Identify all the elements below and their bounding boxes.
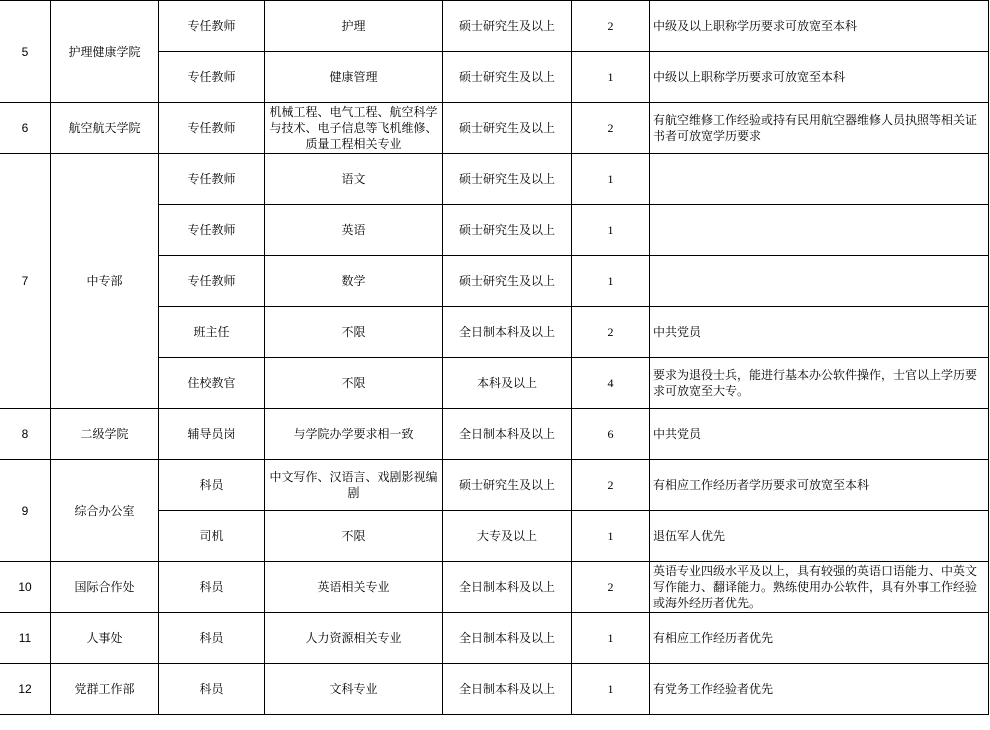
post-cell: 专任教师 [159,52,265,103]
post-cell: 科员 [159,613,265,664]
table-row [0,1,989,52]
major-cell: 英语相关专业 [265,562,443,613]
major-cell: 机械工程、电气工程、航空科学与技术、电子信息等飞机维修、质量工程相关专业 [265,103,443,154]
education-cell: 硕士研究生及以上 [443,205,572,256]
department-cell: 二级学院 [51,409,159,460]
note-cell: 有相应工作经历者学历要求可放宽至本科 [650,460,989,511]
department-cell: 综合办公室 [51,460,159,562]
note-cell: 有相应工作经历者优先 [650,613,989,664]
count-cell: 4 [572,358,650,409]
note-cell: 要求为退役士兵，能进行基本办公软件操作，士官以上学历要求可放宽至大专。 [650,358,989,409]
count-cell: 2 [572,1,650,52]
note-cell: 有党务工作经验者优先 [650,664,989,715]
count-cell: 1 [572,205,650,256]
major-cell: 中文写作、汉语言、戏剧影视编剧 [265,460,443,511]
education-cell: 全日制本科及以上 [443,409,572,460]
department-cell: 党群工作部 [51,664,159,715]
education-cell: 全日制本科及以上 [443,307,572,358]
note-cell [650,205,989,256]
major-cell: 不限 [265,358,443,409]
post-cell: 司机 [159,511,265,562]
note-cell: 中级以上职称学历要求可放宽至本科 [650,52,989,103]
major-cell: 不限 [265,307,443,358]
note-cell: 英语专业四级水平及以上，具有较强的英语口语能力、中英文写作能力、翻译能力。熟练使用办公软件，具有外事工作经验或海外经历者优先。 [650,562,989,613]
post-cell: 辅导员岗 [159,409,265,460]
major-cell: 护理 [265,1,443,52]
table-row [0,154,989,205]
note-cell: 有航空维修工作经验或持有民用航空器维修人员执照等相关证书者可放宽学历要求 [650,103,989,154]
row-number: 10 [0,562,51,613]
education-cell: 全日制本科及以上 [443,664,572,715]
education-cell: 全日制本科及以上 [443,562,572,613]
education-cell: 硕士研究生及以上 [443,52,572,103]
post-cell: 科员 [159,562,265,613]
table-row [0,613,989,664]
count-cell: 6 [572,409,650,460]
education-cell: 硕士研究生及以上 [443,460,572,511]
major-cell: 英语 [265,205,443,256]
post-cell: 班主任 [159,307,265,358]
post-cell: 专任教师 [159,1,265,52]
row-number: 11 [0,613,51,664]
education-cell: 大专及以上 [443,511,572,562]
count-cell: 2 [572,103,650,154]
major-cell: 语文 [265,154,443,205]
count-cell: 2 [572,562,650,613]
post-cell: 专任教师 [159,256,265,307]
department-cell: 中专部 [51,154,159,409]
education-cell: 硕士研究生及以上 [443,1,572,52]
department-cell: 护理健康学院 [51,1,159,103]
note-cell [650,256,989,307]
table-row [0,409,989,460]
post-cell: 住校教官 [159,358,265,409]
count-cell: 1 [572,52,650,103]
post-cell: 科员 [159,460,265,511]
row-number: 12 [0,664,51,715]
major-cell: 与学院办学要求相一致 [265,409,443,460]
major-cell: 健康管理 [265,52,443,103]
note-cell: 中共党员 [650,307,989,358]
education-cell: 本科及以上 [443,358,572,409]
count-cell: 2 [572,307,650,358]
note-cell: 退伍军人优先 [650,511,989,562]
note-cell [650,154,989,205]
department-cell: 人事处 [51,613,159,664]
count-cell: 1 [572,613,650,664]
count-cell: 2 [572,460,650,511]
post-cell: 专任教师 [159,103,265,154]
department-cell: 航空航天学院 [51,103,159,154]
major-cell: 文科专业 [265,664,443,715]
post-cell: 专任教师 [159,154,265,205]
count-cell: 1 [572,154,650,205]
table-row [0,664,989,715]
education-cell: 全日制本科及以上 [443,613,572,664]
row-number: 6 [0,103,51,154]
post-cell: 科员 [159,664,265,715]
major-cell: 数学 [265,256,443,307]
education-cell: 硕士研究生及以上 [443,256,572,307]
row-number: 5 [0,1,51,103]
department-cell: 国际合作处 [51,562,159,613]
note-cell: 中共党员 [650,409,989,460]
table-row [0,103,989,154]
row-number: 7 [0,154,51,409]
education-cell: 硕士研究生及以上 [443,154,572,205]
count-cell: 1 [572,256,650,307]
table-row [0,460,989,511]
table-row [0,562,989,613]
major-cell: 人力资源相关专业 [265,613,443,664]
note-cell: 中级及以上职称学历要求可放宽至本科 [650,1,989,52]
count-cell: 1 [572,511,650,562]
post-cell: 专任教师 [159,205,265,256]
row-number: 9 [0,460,51,562]
row-number: 8 [0,409,51,460]
education-cell: 硕士研究生及以上 [443,103,572,154]
major-cell: 不限 [265,511,443,562]
count-cell: 1 [572,664,650,715]
